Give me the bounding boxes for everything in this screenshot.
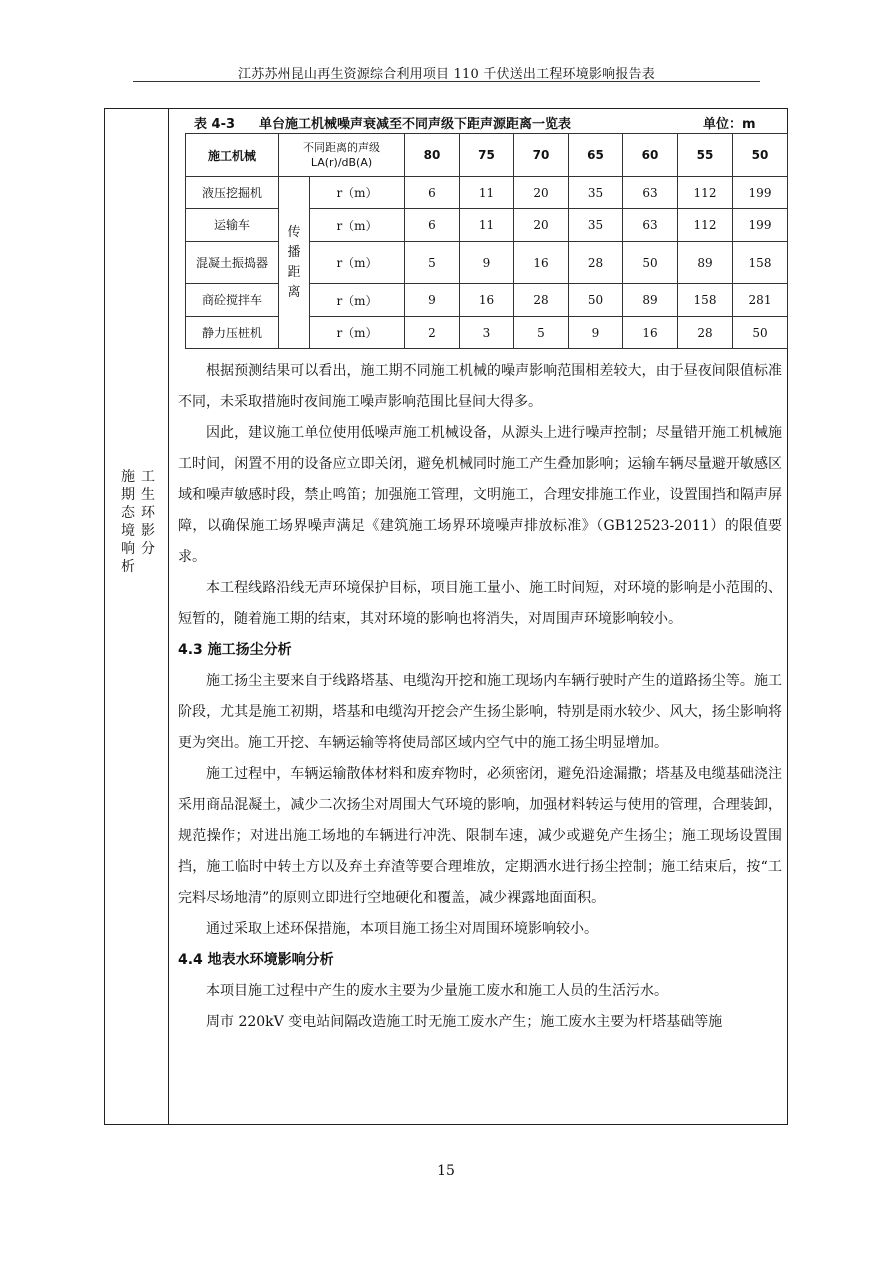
- value-cell: 112: [678, 209, 733, 242]
- header-level-line1: 不同距离的声级: [303, 141, 380, 154]
- value-cell: 63: [623, 209, 678, 242]
- table-caption: [177, 110, 787, 134]
- table-row: [186, 317, 788, 349]
- header-level-value: 65: [569, 134, 623, 177]
- header-rule: [133, 81, 760, 82]
- paragraph: 周市 220kV 变电站间隔改造施工时无施工废水产生；施工废水主要为杆塔基础等施: [206, 1014, 723, 1030]
- unit-cell: r（m）: [310, 284, 405, 317]
- header-level-value: 75: [460, 134, 514, 177]
- document-header-title: 江苏苏州昆山再生资源综合利用项目 110 千伏送出工程环境影响报告表: [238, 67, 655, 82]
- value-cell: 28: [678, 317, 733, 349]
- value-cell: 281: [733, 284, 788, 317]
- side-char: 工: [141, 469, 155, 485]
- value-cell: 20: [514, 177, 569, 209]
- value-cell: 50: [569, 284, 623, 317]
- group-char: 播: [287, 244, 301, 260]
- value-cell: 63: [623, 177, 678, 209]
- header-level-value: 60: [623, 134, 678, 177]
- section-heading-4-4: 4.4 地表水环境影响分析: [178, 952, 334, 968]
- value-cell: 3: [460, 317, 514, 349]
- value-cell: 35: [569, 209, 623, 242]
- section-heading-4-3: 4.3 施工扬尘分析: [178, 642, 292, 658]
- propagation-distance-label: [279, 177, 310, 349]
- side-char: 施: [121, 469, 135, 485]
- header-level-value: 50: [733, 134, 788, 177]
- header-machine: 施工机械: [186, 134, 279, 177]
- table-number: 表 4-3: [194, 117, 236, 132]
- machine-name: 混凝土振捣器: [186, 242, 279, 284]
- value-cell: 199: [733, 177, 788, 209]
- value-cell: 6: [405, 209, 460, 242]
- table-title: 单台施工机械噪声衰减至不同声级下距声源距离一览表: [259, 117, 572, 132]
- value-cell: 9: [460, 242, 514, 284]
- value-cell: 50: [623, 242, 678, 284]
- noise-distance-table: [185, 133, 788, 349]
- paragraph: 通过采取上述环保措施，本项目施工扬尘对周围环境影响较小。: [206, 921, 598, 937]
- value-cell: 9: [405, 284, 460, 317]
- group-char: 传: [287, 224, 301, 240]
- side-char: 期: [121, 487, 135, 503]
- body-content: [178, 356, 782, 1038]
- value-cell: 20: [514, 209, 569, 242]
- paragraph: 施工扬尘主要来自于线路塔基、电缆沟开挖和施工现场内车辆行驶时产生的道路扬尘等。施工阶段，尤其是施工初期，塔基和电缆沟开挖会产生扬尘影响，特别是雨水较少、风大，扬尘影响将更为突出。施工开挖、车辆运输等将使局部区域内空气中的施工扬尘明显增加。: [178, 673, 782, 751]
- value-cell: 5: [514, 317, 569, 349]
- table-row: [186, 209, 788, 242]
- value-cell: 35: [569, 177, 623, 209]
- machine-name: 静力压桩机: [186, 317, 279, 349]
- value-cell: 199: [733, 209, 788, 242]
- value-cell: 50: [733, 317, 788, 349]
- header-level-value: 55: [678, 134, 733, 177]
- value-cell: 2: [405, 317, 460, 349]
- side-char: 环: [141, 505, 155, 521]
- frame-divider: [168, 108, 169, 1125]
- table-unit: 单位：m: [703, 117, 756, 132]
- table-header-row: [186, 134, 788, 177]
- unit-cell: r（m）: [310, 177, 405, 209]
- value-cell: 112: [678, 177, 733, 209]
- side-char: 影: [141, 523, 155, 539]
- side-label: [110, 468, 166, 598]
- group-char: 距: [287, 264, 301, 280]
- unit-cell: r（m）: [310, 209, 405, 242]
- unit-cell: r（m）: [310, 242, 405, 284]
- side-label-col1: [121, 468, 135, 598]
- paragraph: 施工过程中，车辆运输散体材料和废弃物时，必须密闭，避免沿途漏撒；塔基及电缆基础浇注采用商品混凝土，减少二次扬尘对周围大气环境的影响，加强材料转运与使用的管理，合理装卸，规范操作；对进出施工场地的车辆进行冲洗、限制车速，减少或避免产生扬尘；施工现场设置围挡，施工临时中转土方以及弃土弃渣等要合理堆放，定期洒水进行扬尘控制；施工结束后，按“工完料尽场地清”的原则立即进行空地硬化和覆盖，减少裸露地面面积。: [178, 766, 782, 906]
- paragraph: 根据预测结果可以看出，施工期不同施工机械的噪声影响范围相差较大，由于昼夜间限值标准不同，未采取措施时夜间施工噪声影响范围比昼间大得多。: [178, 363, 782, 410]
- side-char: 态: [121, 505, 135, 521]
- value-cell: 16: [460, 284, 514, 317]
- side-label-col2: [141, 468, 155, 598]
- header-level-line2: LA(r)/dB(A): [310, 156, 373, 169]
- table-row: [186, 284, 788, 317]
- value-cell: 9: [569, 317, 623, 349]
- value-cell: 11: [460, 209, 514, 242]
- paragraph: 因此，建议施工单位使用低噪声施工机械设备，从源头上进行噪声控制；尽量错开施工机械施工时间，闲置不用的设备应立即关闭，避免机械同时施工产生叠加影响；运输车辆尽量避开敏感区域和噪声敏感时段，禁止鸣笛；加强施工管理，文明施工，合理安排施工作业，设置围挡和隔声屏障，以确保施工场界噪声满足《建筑施工场界环境噪声排放标准》（GB12523-2011）的限值要求。: [178, 425, 782, 565]
- value-cell: 158: [678, 284, 733, 317]
- side-char: 响: [121, 541, 135, 557]
- value-cell: 5: [405, 242, 460, 284]
- header-level-value: 80: [405, 134, 460, 177]
- machine-name: 液压挖掘机: [186, 177, 279, 209]
- header-level: [279, 134, 405, 177]
- machine-name: 商砼搅拌车: [186, 284, 279, 317]
- side-char: 析: [121, 559, 135, 575]
- group-char: 离: [287, 284, 301, 300]
- page-number: 15: [437, 1163, 455, 1179]
- machine-name: 运输车: [186, 209, 279, 242]
- value-cell: 16: [514, 242, 569, 284]
- side-char: 分: [141, 541, 155, 557]
- value-cell: 89: [623, 284, 678, 317]
- value-cell: 89: [678, 242, 733, 284]
- side-char: 生: [141, 487, 155, 503]
- paragraph: 本项目施工过程中产生的废水主要为少量施工废水和施工人员的生活污水。: [206, 983, 668, 999]
- value-cell: 28: [514, 284, 569, 317]
- value-cell: 6: [405, 177, 460, 209]
- table-row: [186, 242, 788, 284]
- side-char: 境: [121, 523, 135, 539]
- header-level-value: 70: [514, 134, 569, 177]
- unit-cell: r（m）: [310, 317, 405, 349]
- value-cell: 28: [569, 242, 623, 284]
- table-row: [186, 177, 788, 209]
- value-cell: 16: [623, 317, 678, 349]
- value-cell: 158: [733, 242, 788, 284]
- value-cell: 11: [460, 177, 514, 209]
- paragraph: 本工程线路沿线无声环境保护目标，项目施工量小、施工时间短，对环境的影响是小范围的、短暂的，随着施工期的结束，其对环境的影响也将消失，对周围声环境影响较小。: [178, 580, 782, 627]
